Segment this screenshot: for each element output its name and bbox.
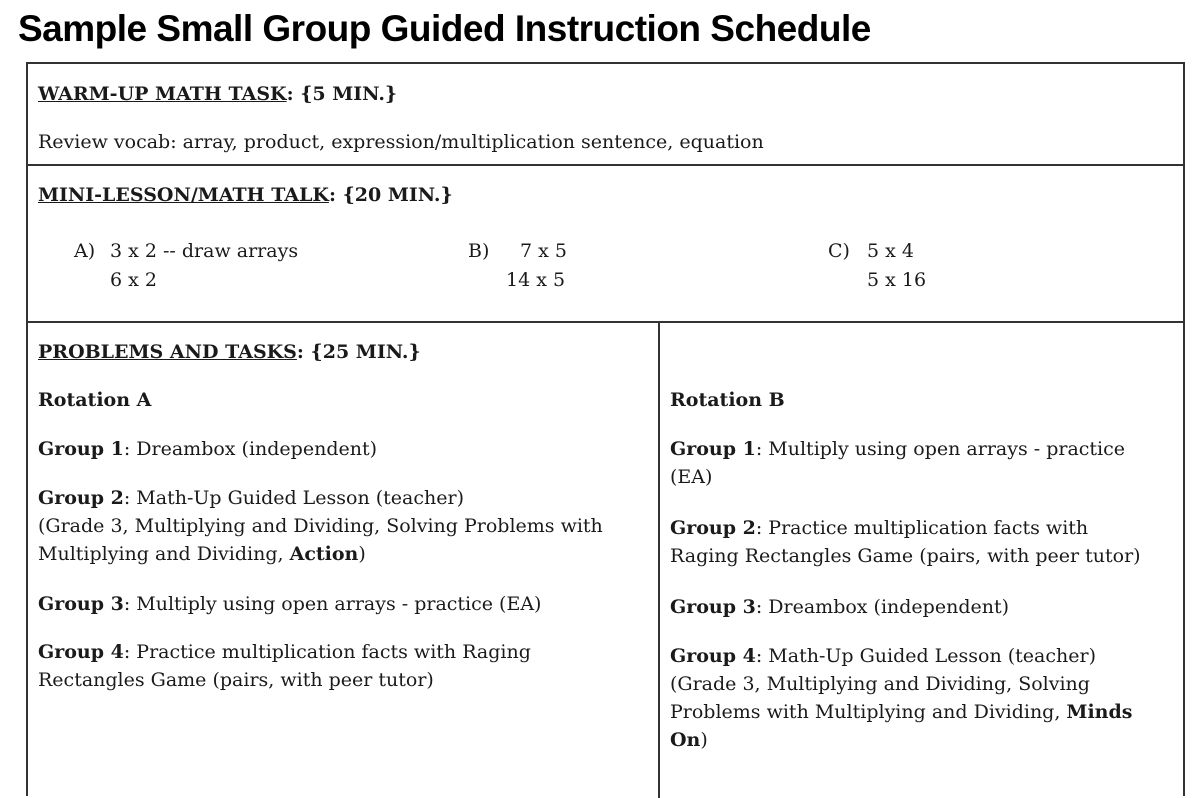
rotation-b-group-1: Group 1: Multiply using open arrays - practice (EA)	[670, 438, 1126, 488]
item-c-letter: C)	[828, 240, 850, 262]
item-b-line1: 7 x 5	[520, 240, 567, 262]
row-divider	[28, 164, 1183, 166]
rotation-b-group-3: Group 3: Dreambox (independent)	[670, 596, 1010, 618]
rotation-a-group-4: Group 4: Practice multiplication facts with Raging Rectangles Game (pairs, with peer tutor)	[38, 641, 531, 691]
problems-heading: PROBLEMS AND TASKS: {25 MIN.}	[38, 341, 421, 363]
item-c-line1: 5 x 4	[867, 240, 914, 262]
item-c-line2: 5 x 16	[867, 269, 927, 291]
rotation-b-group-2: Group 2: Practice multiplication facts with Raging Rectangles Game (pairs, with peer tutor)	[670, 517, 1141, 567]
column-divider	[658, 321, 660, 798]
item-b-letter: B)	[468, 240, 490, 262]
item-a-line2: 6 x 2	[110, 269, 157, 291]
rotation-a-group-3: Group 3: Multiply using open arrays - practice (EA)	[38, 593, 542, 615]
item-a-line1: 3 x 2 -- draw arrays	[110, 240, 299, 262]
schedule-table	[26, 62, 1185, 796]
rotation-b-group-4: Group 4: Math-Up Guided Lesson (teacher) (Grade 3, Multiplying and Dividing, Solving Problems with Multiplying and Dividing, Minds On)	[670, 645, 1133, 751]
rotation-a-group-2: Group 2: Math-Up Guided Lesson (teacher) (Grade 3, Multiplying and Dividing, Solving Problems with Multiplying and Dividing, Action)	[38, 487, 603, 565]
page-title: Sample Small Group Guided Instruction Schedule	[18, 8, 871, 49]
item-a-letter: A)	[74, 240, 96, 262]
warmup-heading: WARM-UP MATH TASK: {5 MIN.}	[38, 83, 398, 105]
rotation-a-title: Rotation A	[38, 389, 152, 411]
rotation-a-group-1: Group 1: Dreambox (independent)	[38, 438, 378, 460]
item-b-line2: 14 x 5	[506, 269, 566, 291]
minilesson-heading: MINI-LESSON/MATH TALK: {20 MIN.}	[38, 184, 453, 206]
row-divider	[28, 321, 1183, 323]
rotation-b-title: Rotation B	[670, 389, 785, 411]
warmup-text: Review vocab: array, product, expression/multiplication sentence, equation	[38, 131, 764, 153]
